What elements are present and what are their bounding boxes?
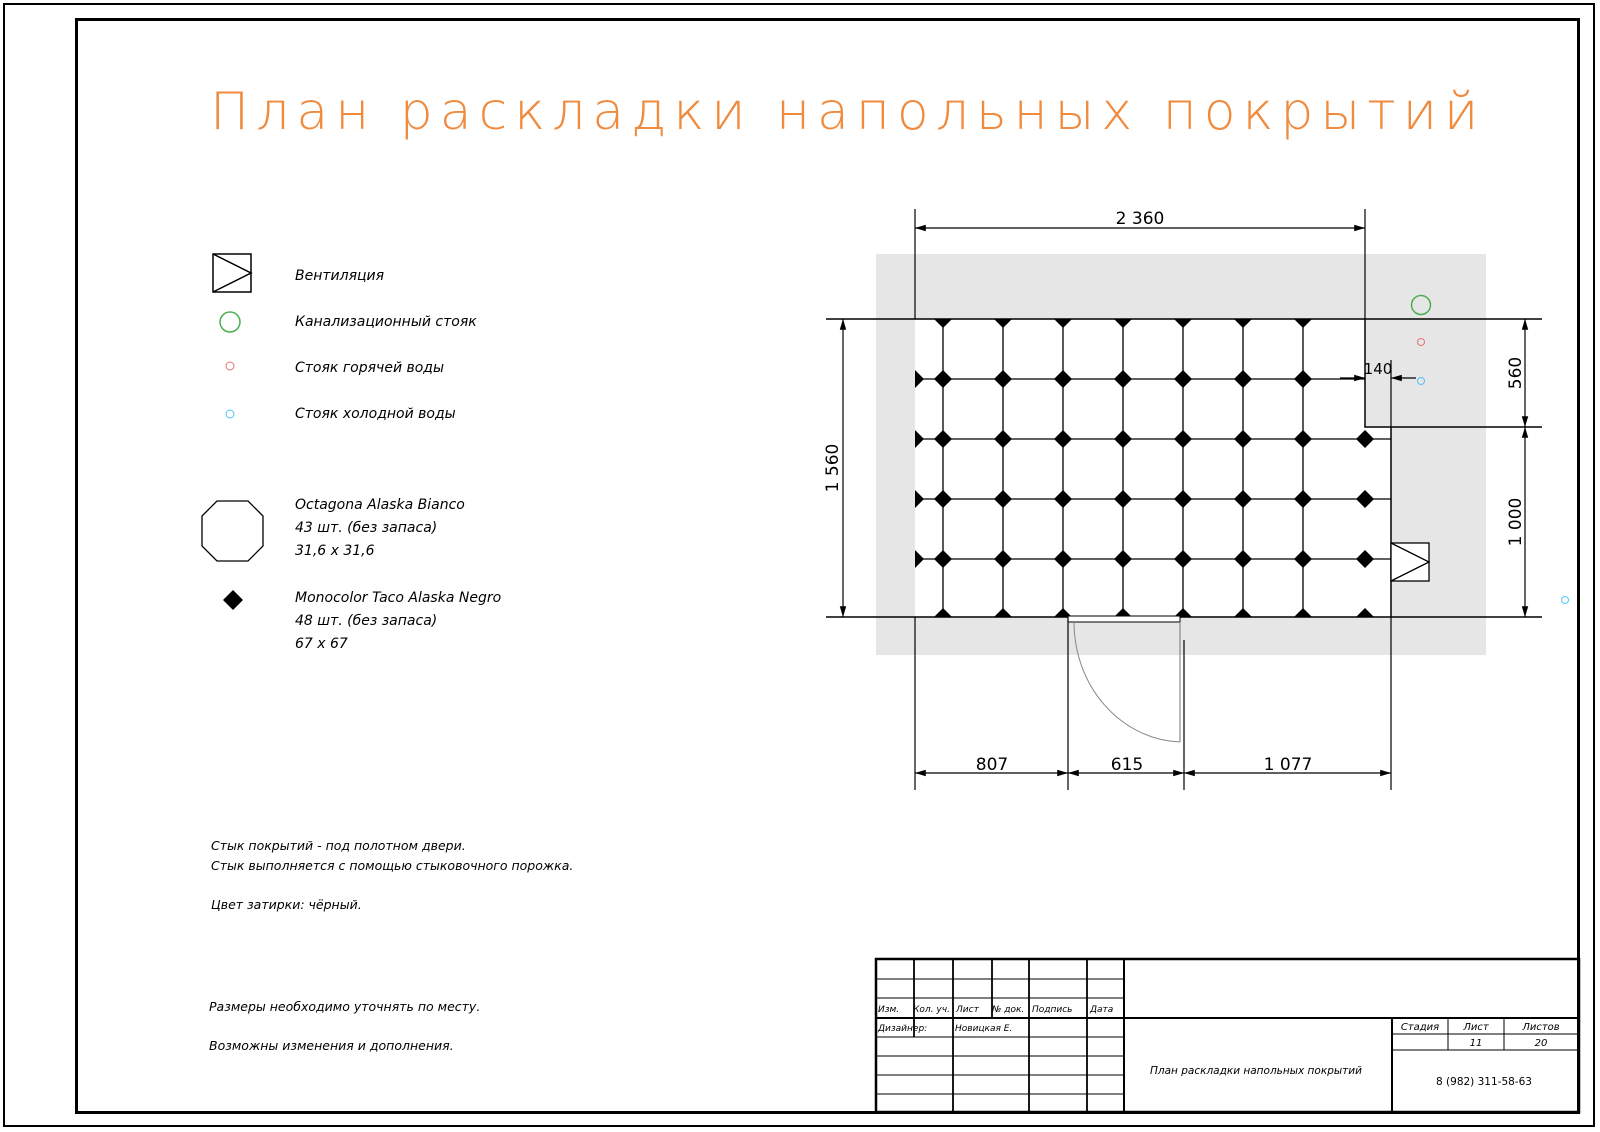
tb-sheet-number: 11 [1469, 1038, 1483, 1049]
tb-phone: 8 (982) 311-58-63 [1436, 1076, 1532, 1088]
tb-designer-name: Новицкая Е. [955, 1024, 1013, 1034]
dim-right-top: 560 [1506, 356, 1526, 390]
page-title: План раскладки напольных покрытий [210, 82, 1486, 142]
dim-right-bottom: 1 000 [1506, 497, 1526, 547]
tb-header-count: Кол. уч. [913, 1005, 950, 1015]
tb-sheets-label: Листов [1522, 1022, 1560, 1033]
note-changes: Возможны изменения и дополнения. [209, 1038, 454, 1053]
legend-tile1-qty: 43 шт. (без запаса) [295, 520, 438, 536]
tb-sheets-total: 20 [1534, 1038, 1548, 1049]
dim-bottom-right: 1 077 [1263, 755, 1313, 775]
legend-hot-water-label: Стояк горячей воды [295, 360, 445, 376]
dim-top: 2 360 [1115, 209, 1165, 229]
legend-tile2-name: Monocolor Taco Alaska Negro [295, 590, 502, 606]
tb-header-date: Дата [1090, 1005, 1114, 1015]
note-grout: Цвет затирки: чёрный. [211, 897, 362, 912]
tb-header-sheet: Лист [956, 1005, 979, 1015]
legend-tile1-size: 31,6 х 31,6 [295, 543, 375, 559]
note-measure: Размеры необходимо уточнять по месту. [209, 999, 481, 1014]
tb-sheet-label: Лист [1463, 1022, 1489, 1033]
tb-sheet-title: План раскладки напольных покрытий [1150, 1065, 1362, 1077]
tb-header-doc: № док. [992, 1005, 1025, 1015]
legend-cold-water-label: Стояк холодной воды [295, 406, 456, 422]
note-joint: Стык покрытий - под полотном двери. [211, 838, 466, 853]
dim-bottom-left: 807 [975, 755, 1009, 775]
legend-tile1-name: Octagona Alaska Bianco [295, 497, 465, 513]
legend-tile2-size: 67 х 67 [295, 636, 348, 652]
dim-bottom-door: 615 [1110, 755, 1144, 775]
dim-niche: 140 [1363, 360, 1393, 378]
legend-tile2-qty: 48 шт. (без запаса) [295, 613, 438, 629]
legend-ventilation-label: Вентиляция [295, 268, 385, 284]
tb-header-change: Изм. [878, 1005, 900, 1015]
tb-header-signature: Подпись [1032, 1005, 1073, 1015]
tb-stage-label: Стадия [1400, 1022, 1440, 1033]
tb-designer-label: Дизайнер: [878, 1024, 928, 1034]
legend-sewer-label: Канализационный стояк [295, 314, 477, 330]
dim-left: 1 560 [823, 443, 843, 493]
note-threshold: Стык выполняется с помощью стыковочного порожка. [211, 858, 574, 873]
